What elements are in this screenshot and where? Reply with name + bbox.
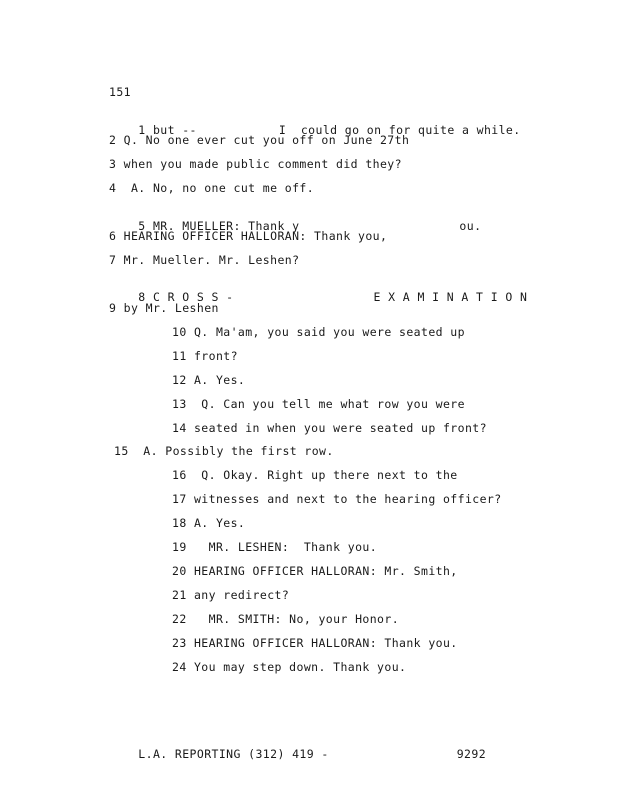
line-1-text-b: I could go on for quite a while.	[278, 123, 521, 137]
line-8-text-b: E X A M I N A T I O N	[373, 290, 528, 304]
transcript-line-17: 17 witnesses and next to the hearing officer?	[172, 492, 502, 506]
transcript-line-18: 18 A. Yes.	[172, 516, 246, 530]
transcript-line-9: 9 by Mr. Leshen	[109, 301, 219, 315]
transcript-line-21: 21 any redirect?	[172, 588, 290, 602]
line-5-text-b: ou.	[459, 219, 482, 233]
transcript-line-6: 6 HEARING OFFICER HALLORAN: Thank you,	[109, 229, 388, 243]
transcript-line-2: 2 Q. No one ever cut you off on June 27th	[109, 133, 410, 147]
transcript-line-10: 10 Q. Ma'am, you said you were seated up	[172, 325, 465, 339]
transcript-line-11: 11 front?	[172, 349, 238, 363]
transcript-line-12: 12 A. Yes.	[172, 373, 246, 387]
transcript-line-3: 3 when you made public comment did they?	[109, 157, 402, 171]
line-1-text-a: 1 but --	[138, 123, 197, 137]
transcript-line-15: 15 A. Possibly the first row.	[114, 444, 334, 458]
transcript-line-14: 14 seated in when you were seated up front?	[172, 421, 487, 435]
transcript-line-19: 19 MR. LESHEN: Thank you.	[172, 540, 378, 554]
transcript-line-7: 7 Mr. Mueller. Mr. Leshen?	[109, 253, 300, 267]
footer-reporting-info	[109, 733, 486, 775]
transcript-line-20: 20 HEARING OFFICER HALLORAN: Mr. Smith,	[172, 564, 458, 578]
transcript-line-22: 22 MR. SMITH: No, your Honor.	[172, 612, 400, 626]
footer-left-text: L.A. REPORTING (312) 419 -	[138, 747, 329, 761]
line-8-text-a: 8 C R O S S -	[138, 290, 234, 304]
transcript-line-4: 4 A. No, no one cut me off.	[109, 181, 315, 195]
footer-right-text: 9292	[456, 747, 487, 761]
transcript-line-13: 13 Q. Can you tell me what row you were	[172, 397, 465, 411]
transcript-line-23: 23 HEARING OFFICER HALLORAN: Thank you.	[172, 636, 458, 650]
transcript-line-16: 16 Q. Okay. Right up there next to the	[172, 468, 458, 482]
transcript-line-24: 24 You may step down. Thank you.	[172, 660, 407, 674]
page-number: 151	[109, 85, 131, 99]
line-5-text-a: 5 MR. MUELLER: Thank y	[138, 219, 300, 233]
